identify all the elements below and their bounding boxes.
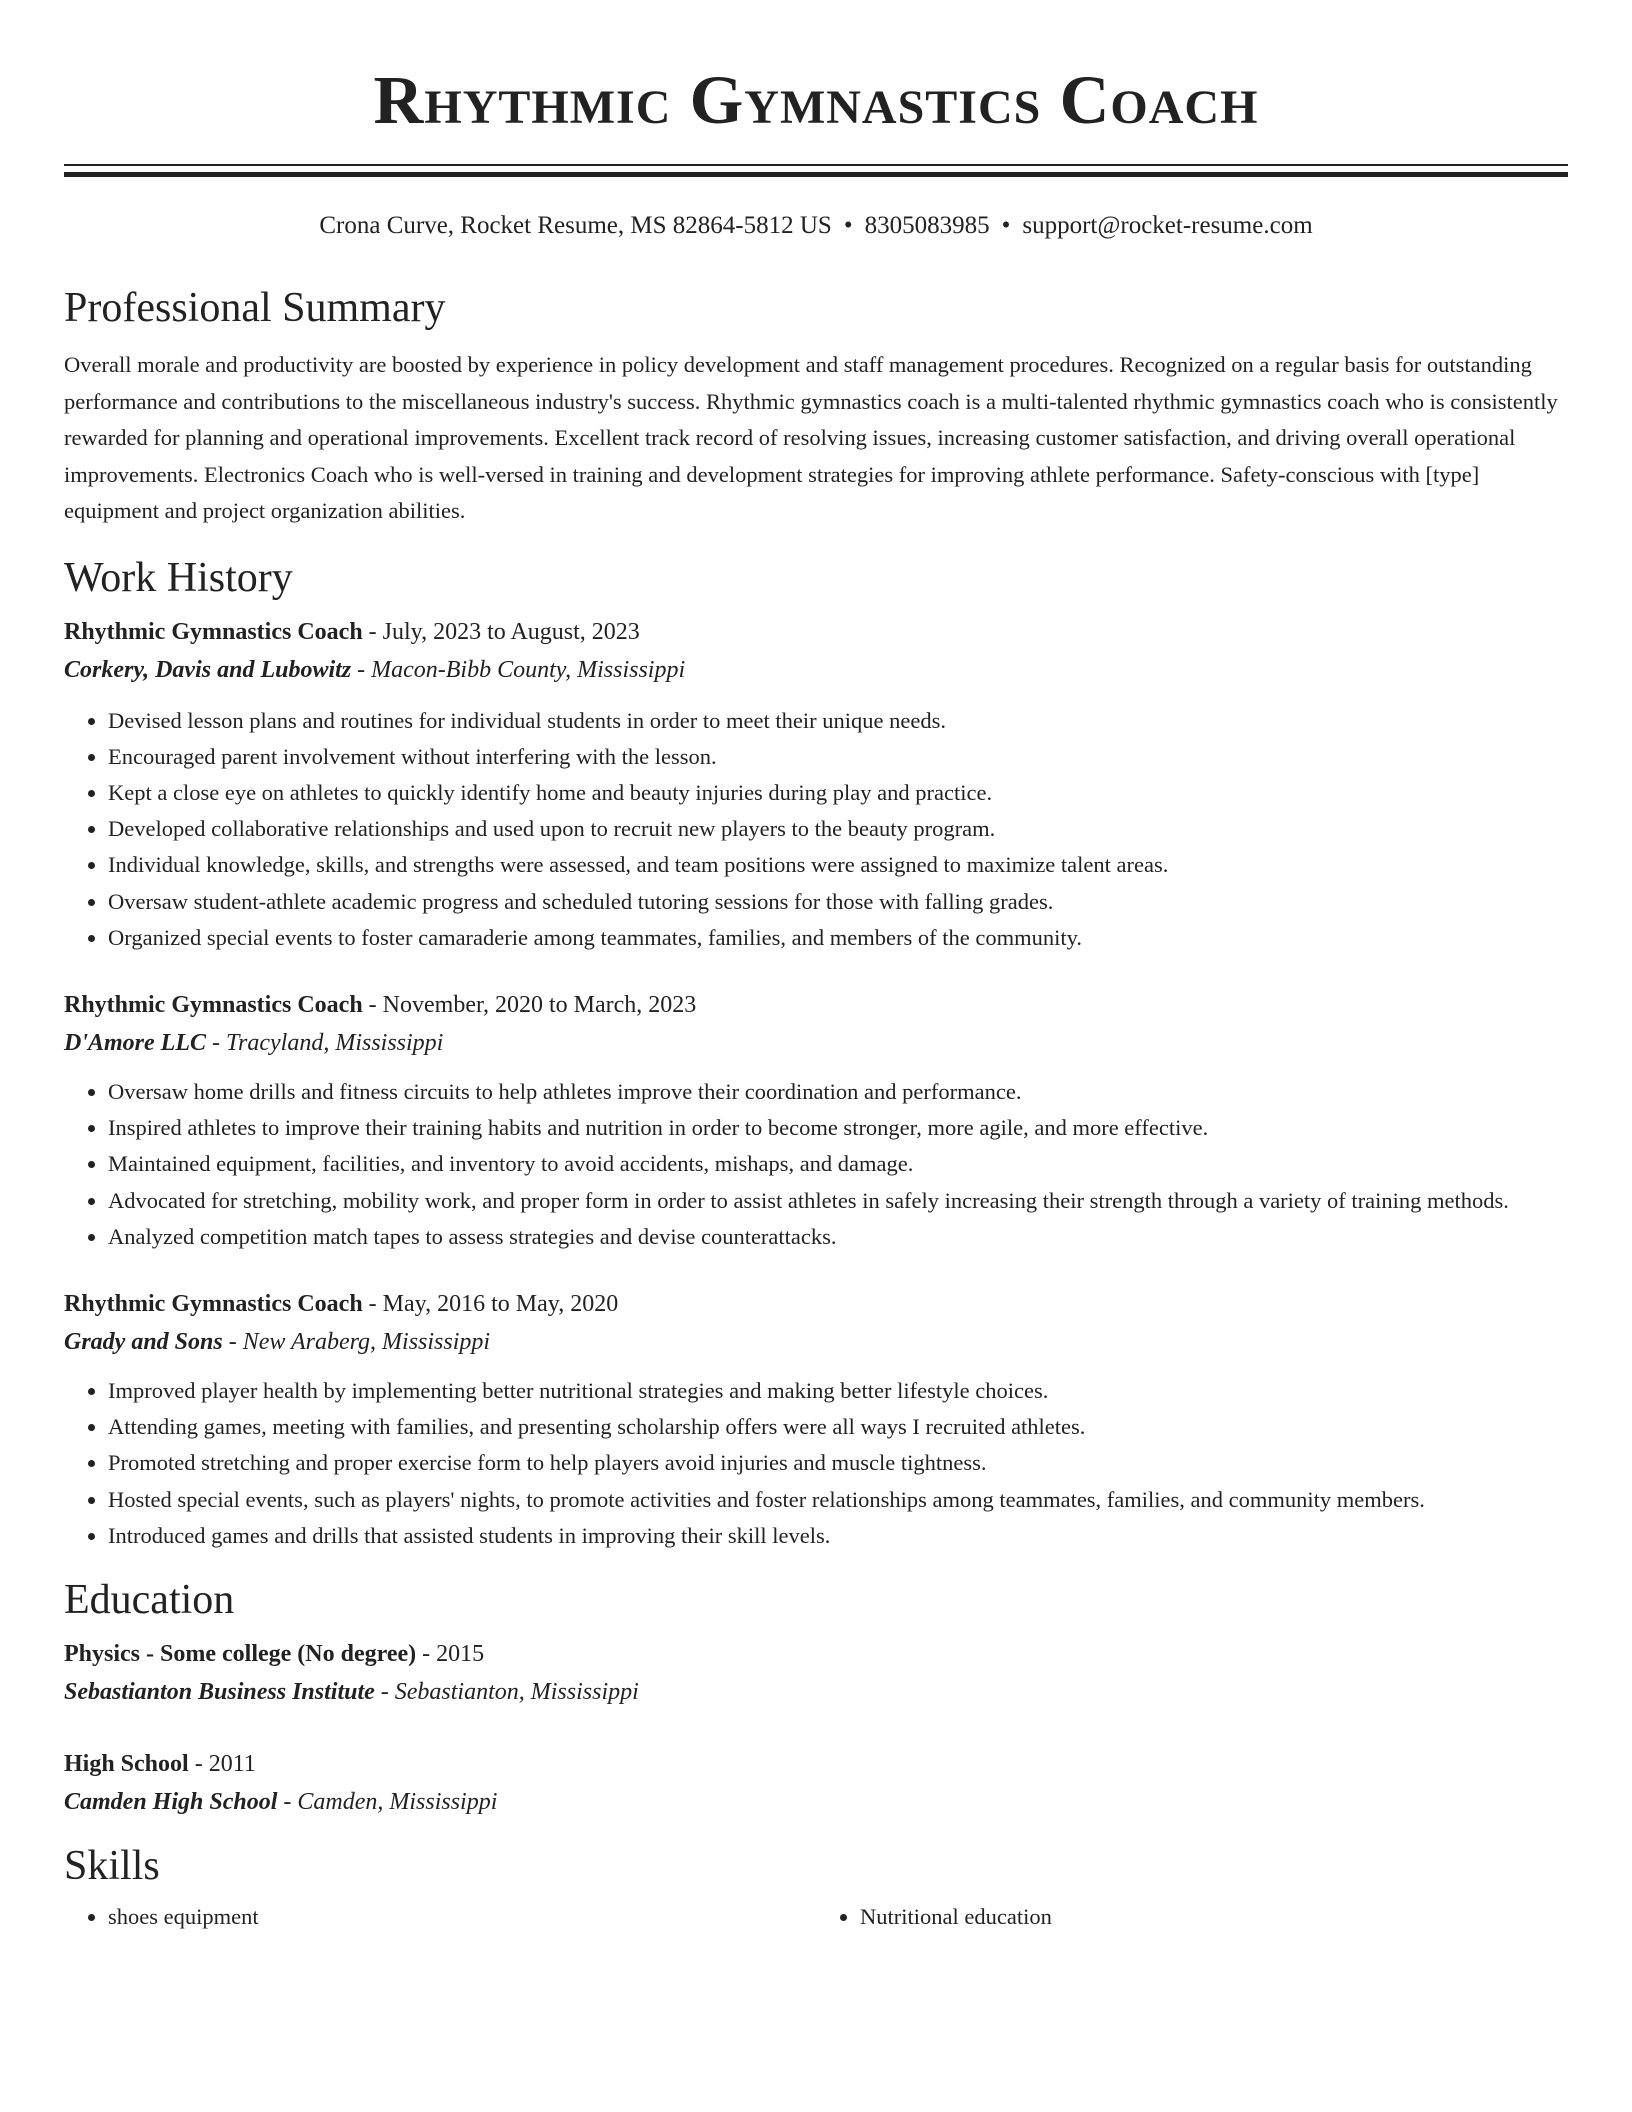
skills-list (64, 1899, 1568, 1935)
resume-title: Rhythmic Gymnastics Coach (373, 62, 1259, 138)
job-dates: - July, 2023 to August, 2023 (362, 618, 640, 645)
contact-separator: • (1001, 212, 1011, 239)
contact-email: support@rocket-resume.com (1022, 212, 1313, 239)
list-item: • Inspired athletes to improve their training habits and nutrition in order to become stronger, more agile, and more effective. (108, 1110, 1568, 1146)
job-dates: - May, 2016 to May, 2020 (362, 1290, 619, 1317)
education-school-line (64, 1783, 1568, 1821)
education-entry (64, 1635, 1568, 1711)
list-item: • Developed collaborative relationships and used upon to recruit new players to the beauty program. (108, 811, 1568, 847)
education-heading: Education (64, 1576, 235, 1623)
job-company-line (64, 1323, 1568, 1361)
job-header (64, 613, 1568, 651)
list-item: • Individual knowledge, skills, and strengths were assessed, and team positions were assigned to maximize talent areas. (108, 847, 1568, 883)
education-location: - Sebastianton, Mississippi (374, 1678, 639, 1705)
job-title: Rhythmic Gymnastics Coach (64, 991, 363, 1018)
header-rule-thick (64, 172, 1568, 177)
list-item: • Advocated for stretching, mobility work, and proper form in order to assist athletes in safely increasing their strength through a variety of training methods. (108, 1183, 1568, 1219)
list-item: • Introduced games and drills that assisted students in improving their skill levels. (108, 1518, 1568, 1554)
education-degree: Physics - Some college (No degree) (64, 1640, 417, 1667)
job-header (64, 986, 1568, 1024)
contact-address: Crona Curve, Rocket Resume, MS 82864-5812 US (319, 212, 832, 239)
header-rule-thin (64, 164, 1568, 166)
list-item: • Attending games, meeting with families, and presenting scholarship offers were all ways I recruited athletes. (108, 1409, 1568, 1445)
list-item: • Organized special events to foster camaraderie among teammates, families, and members of the community. (108, 920, 1568, 956)
work-history-heading: Work History (64, 554, 293, 601)
job-company: Corkery, Davis and Lubowitz (64, 656, 352, 683)
job-bullets (64, 1074, 1568, 1255)
skills-column-right (816, 1899, 1568, 1935)
skills-column-left (64, 1899, 816, 1935)
job-title: Rhythmic Gymnastics Coach (64, 1290, 363, 1317)
list-item: • Kept a close eye on athletes to quickly identify home and beauty injuries during play and practice. (108, 775, 1568, 811)
job-entry (64, 986, 1568, 1255)
summary-heading: Professional Summary (64, 285, 446, 331)
list-item: • Hosted special events, such as players' nights, to promote activities and foster relationships among teammates, families, and community members. (108, 1482, 1568, 1518)
list-item: • Devised lesson plans and routines for individual students in order to meet their unique needs. (108, 703, 1568, 739)
education-year: - 2015 (416, 1640, 485, 1667)
education-school: Sebastianton Business Institute (64, 1678, 375, 1705)
job-entry (64, 613, 1568, 956)
skill-item: • Nutritional education (860, 1899, 1568, 1935)
job-header (64, 1285, 1568, 1323)
list-item: • Maintained equipment, facilities, and inventory to avoid accidents, mishaps, and damage. (108, 1146, 1568, 1182)
education-header (64, 1635, 1568, 1673)
job-bullets (64, 703, 1568, 956)
job-location: - Macon-Bibb County, Mississippi (351, 656, 686, 683)
job-company-line (64, 1024, 1568, 1062)
job-company: D'Amore LLC (64, 1029, 206, 1056)
education-school: Camden High School (64, 1788, 278, 1815)
skills-heading: Skills (64, 1842, 160, 1889)
list-item: • Encouraged parent involvement without interfering with the lesson. (108, 739, 1568, 775)
education-entry (64, 1745, 1568, 1821)
list-item: • Promoted stretching and proper exercise form to help players avoid injuries and muscle tightness. (108, 1445, 1568, 1481)
contact-separator: • (843, 212, 853, 239)
job-company: Grady and Sons (64, 1328, 223, 1355)
education-header (64, 1745, 1568, 1783)
job-entry (64, 1285, 1568, 1554)
education-degree: High School (64, 1750, 189, 1777)
job-location: - Tracyland, Mississippi (206, 1029, 444, 1056)
education-location: - Camden, Mississippi (277, 1788, 498, 1815)
list-item: • Improved player health by implementing better nutritional strategies and making better lifestyle choices. (108, 1373, 1568, 1409)
contact-phone: 8305083985 (864, 212, 990, 239)
job-bullets (64, 1373, 1568, 1554)
list-item: • Analyzed competition match tapes to assess strategies and devise counterattacks. (108, 1219, 1568, 1255)
summary-text: Overall morale and productivity are boosted by experience in policy development and staff management procedures. Recognized on a regular basis for outstanding performance and contributions to the miscellaneous industry's success. Rhythmic gymnastics coach is a multi-talented rhythmic gymnastics coach who is consistently rewarded for planning and operational improvements. Excellent track record of resolving issues, increasing customer satisfaction, and driving overall operational improvements. Electronics Coach who is well-versed in training and development strategies for improving athlete performance. Safety-conscious with [type] equipment and project organization abilities. (64, 352, 1558, 523)
contact-line (64, 210, 1568, 242)
job-title: Rhythmic Gymnastics Coach (64, 618, 363, 645)
job-company-line (64, 651, 1568, 689)
job-dates: - November, 2020 to March, 2023 (362, 991, 697, 1018)
education-school-line (64, 1673, 1568, 1711)
job-location: - New Araberg, Mississippi (222, 1328, 491, 1355)
education-year: - 2011 (188, 1750, 256, 1777)
skill-item: • shoes equipment (108, 1899, 816, 1935)
list-item: • Oversaw student-athlete academic progress and scheduled tutoring sessions for those with falling grades. (108, 884, 1568, 920)
list-item: • Oversaw home drills and fitness circuits to help athletes improve their coordination and performance. (108, 1074, 1568, 1110)
